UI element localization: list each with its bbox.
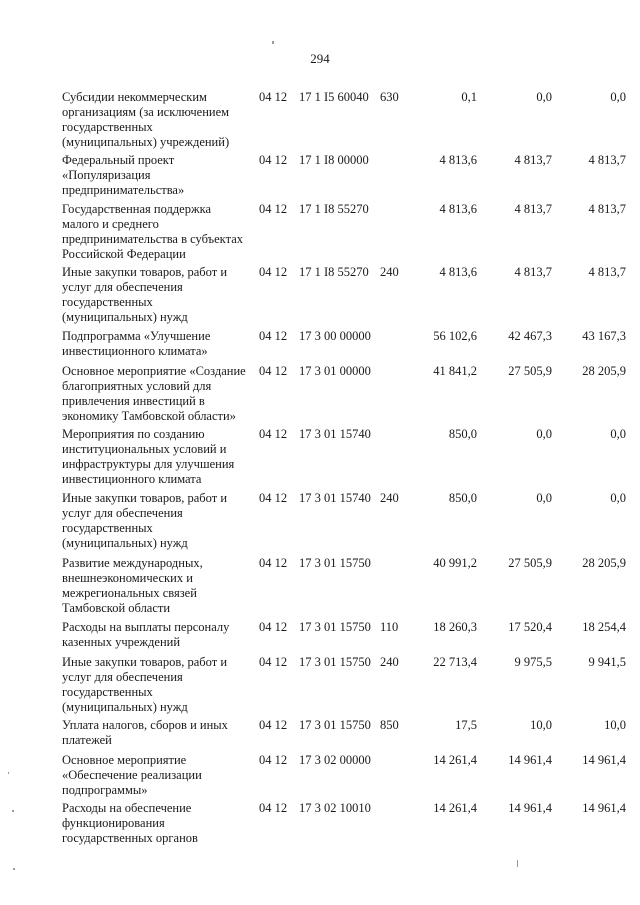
amount-year-3: 0,0 [610,427,626,441]
target-article-code: 17 3 01 15740 [299,491,371,505]
amount-year-3: 14 961,4 [582,801,626,815]
target-article-code: 17 1 I8 00000 [299,153,369,167]
expense-type-code: 240 [380,265,399,279]
scan-speck [8,772,9,774]
page-number: 294 [310,51,330,66]
target-article-code: 17 1 I8 55270 [299,265,369,279]
amount-year-1: 4 813,6 [439,202,477,216]
amount-year-1: 22 713,4 [433,655,477,669]
item-name: Уплата налогов, сборов и иных платежей [62,718,228,747]
amount-year-2: 14 961,4 [508,801,552,815]
amount-year-2: 4 813,7 [514,153,552,167]
amount-year-3: 4 813,7 [588,265,626,279]
target-article-code: 17 3 01 15750 [299,655,371,669]
amount-year-3: 4 813,7 [588,153,626,167]
section-code: 04 12 [259,801,288,815]
amount-year-1: 56 102,6 [433,329,477,343]
item-name: Основное мероприятие «Обеспечение реализации подпрограммы» [62,753,202,797]
target-article-code: 17 3 02 10010 [299,801,371,815]
amount-year-1: 14 261,4 [433,801,477,815]
amount-year-2: 4 813,7 [514,265,552,279]
target-article-code: 17 3 02 00000 [299,753,371,767]
amount-year-1: 17,5 [455,718,477,732]
amount-year-1: 14 261,4 [433,753,477,767]
section-code: 04 12 [259,153,288,167]
amount-year-3: 4 813,7 [588,202,626,216]
amount-year-3: 28 205,9 [582,556,626,570]
item-name: Субсидии некоммерческим организациям (за исключением государственных (муниципальных) учреждений) [62,90,230,149]
amount-year-2: 42 467,3 [508,329,552,343]
section-code: 04 12 [259,329,288,343]
item-name: Расходы на выплаты персоналу казенных учреждений [62,620,230,649]
section-code: 04 12 [259,655,288,669]
target-article-code: 17 3 00 00000 [299,329,371,343]
scan-speck [13,868,15,870]
amount-year-2: 0,0 [536,491,552,505]
amount-year-1: 0,1 [461,90,477,104]
expense-type-code: 240 [380,491,399,505]
amount-year-2: 9 975,5 [514,655,552,669]
section-code: 04 12 [259,364,288,378]
amount-year-3: 0,0 [610,90,626,104]
scan-speck [517,860,518,867]
amount-year-3: 10,0 [604,718,626,732]
amount-year-1: 850,0 [448,491,477,505]
amount-year-3: 9 941,5 [588,655,626,669]
amount-year-1: 41 841,2 [433,364,477,378]
section-code: 04 12 [259,90,288,104]
amount-year-1: 4 813,6 [439,153,477,167]
scan-speck [12,810,14,812]
section-code: 04 12 [259,753,288,767]
section-code: 04 12 [259,202,288,216]
item-name: Основное мероприятие «Создание благоприятных условий для привлечения инвестиций в экономику Тамбовской области» [62,364,246,423]
target-article-code: 17 3 01 15750 [299,718,371,732]
amount-year-2: 10,0 [530,718,552,732]
target-article-code: 17 3 01 15740 [299,427,371,441]
amount-year-1: 4 813,6 [439,265,477,279]
item-name: Государственная поддержка малого и среднего предпринимательства в субъектах Российской Федерации [62,202,243,261]
amount-year-2: 0,0 [536,427,552,441]
item-name: Федеральный проект «Популяризация предпринимательства» [62,153,185,197]
section-code: 04 12 [259,427,288,441]
item-name: Иные закупки товаров, работ и услуг для обеспечения государственных (муниципальных) нужд [62,491,228,550]
scan-speck [272,41,274,44]
amount-year-3: 28 205,9 [582,364,626,378]
amount-year-2: 17 520,4 [508,620,552,634]
section-code: 04 12 [259,491,288,505]
item-name: Иные закупки товаров, работ и услуг для обеспечения государственных (муниципальных) нужд [62,265,228,324]
item-name: Мероприятия по созданию институциональных условий и инфраструктуры для улучшения инвестиционного климата [62,427,235,486]
amount-year-3: 43 167,3 [582,329,626,343]
expense-type-code: 240 [380,655,399,669]
amount-year-2: 4 813,7 [514,202,552,216]
target-article-code: 17 1 I5 60040 [299,90,369,104]
amount-year-1: 40 991,2 [433,556,477,570]
target-article-code: 17 1 I8 55270 [299,202,369,216]
section-code: 04 12 [259,718,288,732]
expense-type-code: 850 [380,718,399,732]
amount-year-3: 18 254,4 [582,620,626,634]
target-article-code: 17 3 01 00000 [299,364,371,378]
item-name: Расходы на обеспечение функционирования государственных органов [62,801,198,845]
item-name: Развитие международных, внешнеэкономических и межрегиональных связей Тамбовской области [62,556,203,615]
section-code: 04 12 [259,620,288,634]
expense-type-code: 630 [380,90,399,104]
target-article-code: 17 3 01 15750 [299,620,371,634]
amount-year-2: 14 961,4 [508,753,552,767]
target-article-code: 17 3 01 15750 [299,556,371,570]
amount-year-3: 14 961,4 [582,753,626,767]
amount-year-2: 27 505,9 [508,556,552,570]
amount-year-2: 0,0 [536,90,552,104]
amount-year-1: 850,0 [448,427,477,441]
section-code: 04 12 [259,556,288,570]
amount-year-2: 27 505,9 [508,364,552,378]
section-code: 04 12 [259,265,288,279]
amount-year-1: 18 260,3 [433,620,477,634]
expense-type-code: 110 [380,620,399,634]
item-name: Подпрограмма «Улучшение инвестиционного климата» [62,329,211,358]
item-name: Иные закупки товаров, работ и услуг для обеспечения государственных (муниципальных) нужд [62,655,228,714]
amount-year-3: 0,0 [610,491,626,505]
